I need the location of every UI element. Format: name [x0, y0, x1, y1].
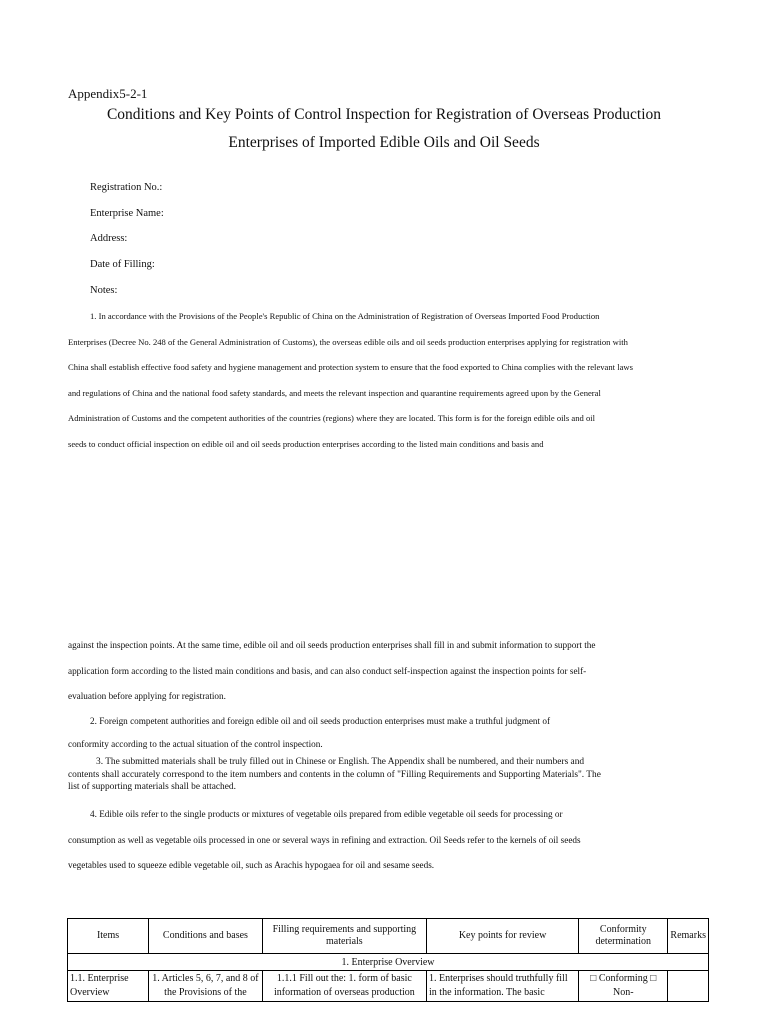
note-1-line: China shall establish effective food safety and hygiene management and protection system to ensure that the food exported to China complies with the relevant laws	[68, 362, 633, 373]
note-1-line: seeds to conduct official inspection on edible oil and oil seeds production enterprises according to the listed main conditions and basis and	[68, 438, 544, 449]
cell-conformity: □ Conforming □ Non-	[579, 971, 668, 1002]
note-3-line: contents shall accurately correspond to the item numbers and contents in the column of "Filling Requirements and Supporting Materials". The	[68, 769, 601, 780]
note-2-line: 2. Foreign competent authorities and foreign edible oil and oil seeds production enterprises must make a truthful judgment of	[90, 716, 551, 726]
document-title-line-2: Enterprises of Imported Edible Oils and Oil Seeds	[228, 134, 540, 151]
note-4-line: vegetables used to squeeze edible vegetable oil, such as Arachis hypogaea for oil and sesame seeds.	[68, 860, 435, 871]
table-section-row	[68, 954, 709, 971]
note-1-cont-line: against the inspection points. At the same time, edible oil and oil seeds production enterprises shall fill in and submit information to support the	[68, 640, 596, 650]
inspection-table	[67, 918, 709, 1002]
appendix-number: Appendix5-2-1	[68, 86, 148, 101]
header-remarks: Remarks	[668, 919, 709, 954]
registration-no-field: Registration No.:	[90, 182, 163, 193]
note-4-paragraph	[68, 802, 699, 879]
note-2-line: conformity according to the actual situation of the control inspection.	[68, 739, 323, 749]
document-title-line-1: Conditions and Key Points of Control Inspection for Registration of Overseas Production	[106, 106, 662, 123]
note-1-cont-line: application form according to the listed main conditions and basis, and can also conduct self-inspection against the inspection points for self-	[68, 665, 587, 676]
header-items: Items	[68, 919, 149, 954]
table-row	[68, 971, 709, 1002]
header-conformity: Conformity determination	[579, 919, 668, 954]
note-1-line: Administration of Customs and the competent authorities of the countries (regions) where they are located. This form is for the foreign edible oils and oil	[68, 413, 596, 424]
enterprise-name-field: Enterprise Name:	[90, 208, 164, 219]
note-3-line: 3. The submitted materials shall be truly filled out in Chinese or English. The Appendix shall be numbered, and their numbers and	[96, 757, 585, 767]
header-key-points: Key points for review	[427, 919, 579, 954]
cell-key-points: 1. Enterprises should truthfully fill in the information. The basic	[427, 971, 579, 1002]
note-1-line: and regulations of China and the national food safety standards, and meets the relevant inspection and quarantine requirements agreed upon by the General	[68, 387, 601, 398]
note-1-continuation	[68, 633, 699, 710]
cell-filling: 1.1.1 Fill out the: 1. form of basic information of overseas production	[262, 971, 426, 1002]
cell-remarks	[668, 971, 709, 1002]
date-of-filling-field: Date of Filling:	[90, 259, 155, 270]
cell-conditions: 1. Articles 5, 6, 7, and 8 of the Provisions of the	[149, 971, 263, 1002]
header-conditions: Conditions and bases	[149, 919, 263, 954]
note-1-cont-line: evaluation before applying for registration.	[68, 691, 226, 702]
note-1-line: Enterprises (Decree No. 248 of the General Administration of Customs), the overseas edible oils and oil seeds production enterprises applying for registration with	[68, 336, 628, 347]
note-3-line: list of supporting materials shall be attached.	[68, 782, 236, 792]
note-4-line: 4. Edible oils refer to the single products or mixtures of vegetable oils prepared from edible vegetable oil seeds for processing or	[90, 809, 563, 819]
note-2-paragraph	[68, 708, 699, 757]
note-1-line: 1. In accordance with the Provisions of the People's Republic of China on the Administration of Registration of Overseas Imported Food Production	[90, 311, 600, 321]
header-filling-requirements: Filling requirements and supporting materials	[262, 919, 426, 954]
address-field: Address:	[90, 233, 128, 244]
note-3-paragraph	[68, 756, 699, 794]
notes-heading: Notes:	[90, 285, 118, 296]
cell-items: 1.1. Enterprise Overview	[68, 971, 149, 1002]
table-header-row	[68, 919, 709, 954]
note-4-line: consumption as well as vegetable oils processed in one or several ways in refining and extraction. Oil Seeds refer to the kernels of oil seeds	[68, 834, 581, 845]
note-1-paragraph	[68, 304, 699, 458]
section-title: 1. Enterprise Overview	[68, 954, 709, 971]
